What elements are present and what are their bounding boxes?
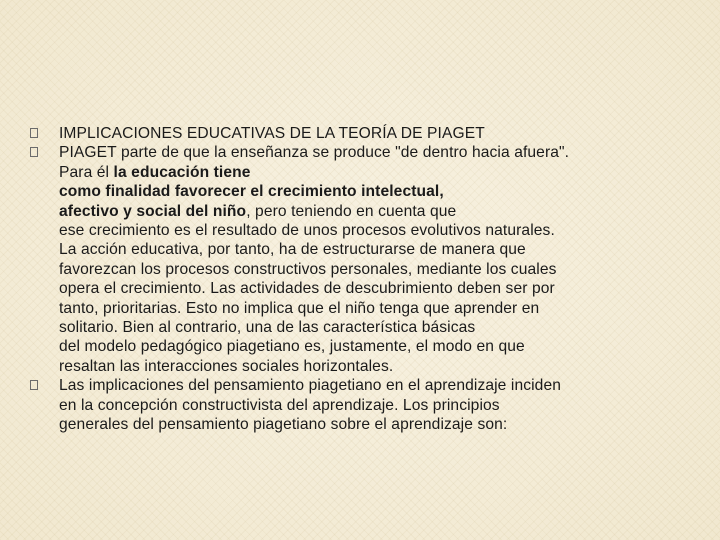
heading-text: IMPLICACIONES EDUCATIVAS DE LA TEORÍA DE PIAGET	[59, 125, 485, 142]
paragraph-line: ese crecimiento es el resultado de unos procesos evolutivos naturales.	[59, 222, 555, 240]
bullet-item-paragraph-3	[30, 376, 710, 434]
paragraph-line: PIAGET parte de que la enseñanza se produce "de dentro hacia afuera".	[59, 144, 570, 162]
square-bullet-icon	[30, 147, 38, 157]
paragraph-line: como finalidad favorecer el crecimiento intelectual,	[59, 183, 444, 201]
square-bullet-icon	[30, 380, 38, 390]
paragraph-line: tanto, prioritarias. Esto no implica que el niño tenga que aprender en	[59, 299, 540, 317]
paragraph-line	[59, 163, 710, 182]
square-bullet-icon	[30, 128, 38, 138]
paragraph-line: solitario. Bien al contrario, una de las característica básicas	[59, 319, 476, 337]
slide-content	[30, 124, 710, 435]
paragraph-line: La acción educativa, por tanto, ha de estructurarse de manera que	[59, 241, 526, 259]
paragraph-line: Las implicaciones del pensamiento piagetiano en el aprendizaje inciden	[59, 377, 561, 395]
bullet-item-paragraph-2	[30, 143, 710, 376]
bold-text-run: afectivo y social del niño	[59, 202, 247, 220]
paragraph-line: favorezcan los procesos constructivos personales, mediante los cuales	[59, 260, 557, 278]
paragraph-line	[59, 202, 710, 221]
paragraph-line: del modelo pedagógico piagetiano es, justamente, el modo en que	[59, 338, 525, 356]
text-run: , pero teniendo en cuenta que	[246, 202, 457, 220]
paragraph-line: generales del pensamiento piagetiano sobre el aprendizaje son:	[59, 416, 508, 434]
bold-text-run: la educación tiene	[113, 163, 251, 181]
paragraph-line: resaltan las interacciones sociales horizontales.	[59, 357, 394, 375]
paragraph-line: opera el crecimiento. Las actividades de descubrimiento deben ser por	[59, 280, 555, 298]
paragraph-line: en la concepción constructivista del aprendizaje. Los principios	[59, 396, 500, 414]
bullet-item-heading	[30, 124, 710, 143]
text-run: Para él	[59, 163, 114, 181]
